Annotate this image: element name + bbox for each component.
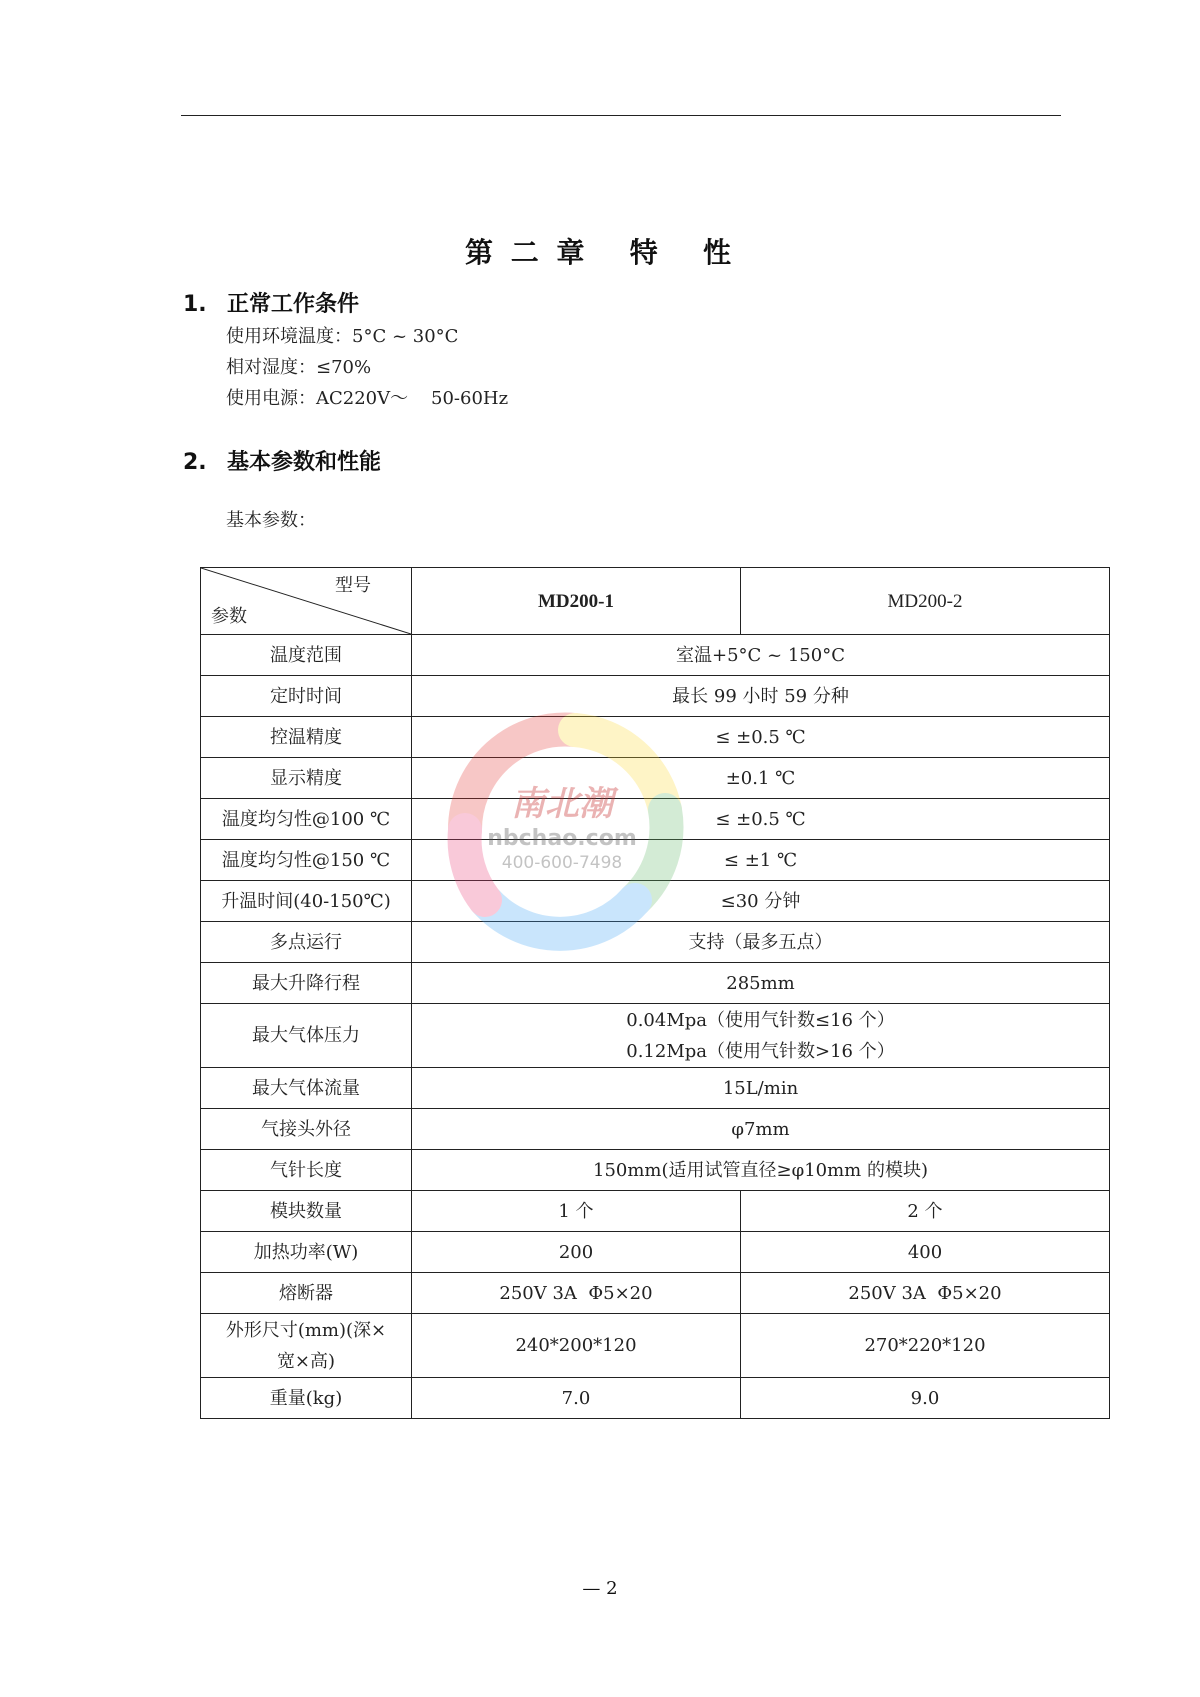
param-value-model-1: 7.0 [412,1378,741,1419]
condition-humidity: 相对湿度：≤70% [226,357,372,378]
chapter-title: 第 二 章 特 性 [465,236,735,269]
section-title: 基本参数和性能 [227,450,382,475]
table-row [201,881,1110,922]
section-number: 1. [183,292,207,317]
table-row [201,963,1110,1004]
param-value: 支持（最多五点） [412,922,1110,963]
table-row [201,1191,1110,1232]
param-value: 150mm(适用试管直径≥φ10mm 的模块) [412,1150,1110,1191]
param-value-model-2: 9.0 [741,1378,1110,1419]
param-label [201,1314,412,1378]
param-value: ≤30 分钟 [412,881,1110,922]
param-label: 重量(kg) [201,1378,412,1419]
section-title: 正常工作条件 [227,292,360,317]
param-value: ≤ ±1 ℃ [412,840,1110,881]
table-row [201,717,1110,758]
condition-power: 使用电源：AC220V～ 50-60Hz [226,388,509,409]
table-row [201,1273,1110,1314]
table-row [201,799,1110,840]
param-label: 温度范围 [201,635,412,676]
section-heading-conditions [183,287,359,318]
watermark-site: nbchao.com [487,826,637,851]
model-header-2: MD200-2 [741,568,1110,635]
param-value: φ7mm [412,1109,1110,1150]
table-row [201,1314,1110,1378]
param-value-model-1: 240*200*120 [412,1314,741,1378]
param-value-line: 0.12Mpa（使用气针数>16 个） [626,1040,895,1062]
page-number: — 2 [582,1578,618,1599]
param-label: 温度均匀性@100 ℃ [201,799,412,840]
param-value: ≤ ±0.5 ℃ [412,799,1110,840]
param-label: 模块数量 [201,1191,412,1232]
param-value-model-2: 250V 3A Φ5×20 [741,1273,1110,1314]
param-value-line: 0.04Mpa（使用气针数≤16 个） [626,1009,895,1031]
param-label: 定时时间 [201,676,412,717]
param-label: 气针长度 [201,1150,412,1191]
param-value-model-1: 250V 3A Φ5×20 [412,1273,741,1314]
table-row [201,1068,1110,1109]
table-row [201,1232,1110,1273]
param-label-line: 外形尺寸(mm)(深× [225,1319,387,1341]
corner-model-label: 型号 [335,575,371,596]
table-row [201,840,1110,881]
param-label: 温度均匀性@150 ℃ [201,840,412,881]
param-label: 多点运行 [201,922,412,963]
param-label: 最大升降行程 [201,963,412,1004]
param-label: 气接头外径 [201,1109,412,1150]
param-value-model-2: 270*220*120 [741,1314,1110,1378]
model-header-1: MD200-1 [412,568,741,635]
table-row [201,1150,1110,1191]
param-value-model-2: 2 个 [741,1191,1110,1232]
param-value-model-1: 200 [412,1232,741,1273]
watermark-brand: 南北潮 [511,784,613,824]
param-value-model-2: 400 [741,1232,1110,1273]
table-row [201,1378,1110,1419]
param-label: 升温时间(40-150℃) [201,881,412,922]
param-label: 显示精度 [201,758,412,799]
param-value: ≤ ±0.5 ℃ [412,717,1110,758]
table-row [201,1004,1110,1068]
basic-params-label: 基本参数： [226,510,316,531]
section-number: 2. [183,450,207,475]
condition-temperature: 使用环境温度：5°C ~ 30°C [226,326,459,347]
param-label: 加热功率(W) [201,1232,412,1273]
param-value: 最长 99 小时 59 分种 [412,676,1110,717]
param-value-model-1: 1 个 [412,1191,741,1232]
param-label: 最大气体压力 [201,1004,412,1068]
param-label-line: 宽×高) [276,1350,336,1372]
table-row [201,1109,1110,1150]
param-value [412,1004,1110,1068]
param-label: 最大气体流量 [201,1068,412,1109]
table-row [201,922,1110,963]
param-value: 室温+5°C ~ 150°C [412,635,1110,676]
param-label: 控温精度 [201,717,412,758]
param-label: 熔断器 [201,1273,412,1314]
table-header-row [201,568,1110,635]
param-value: 15L/min [412,1068,1110,1109]
table-row [201,676,1110,717]
section-heading-parameters [183,445,381,476]
param-value: 285mm [412,963,1110,1004]
header-rule [181,115,1061,116]
spec-table [200,567,1110,1419]
watermark-phone: 400-600-7498 [501,853,623,873]
corner-param-label: 参数 [211,606,247,627]
table-row [201,635,1110,676]
param-value: ±0.1 ℃ [412,758,1110,799]
corner-header-cell [201,568,412,635]
table-row [201,758,1110,799]
